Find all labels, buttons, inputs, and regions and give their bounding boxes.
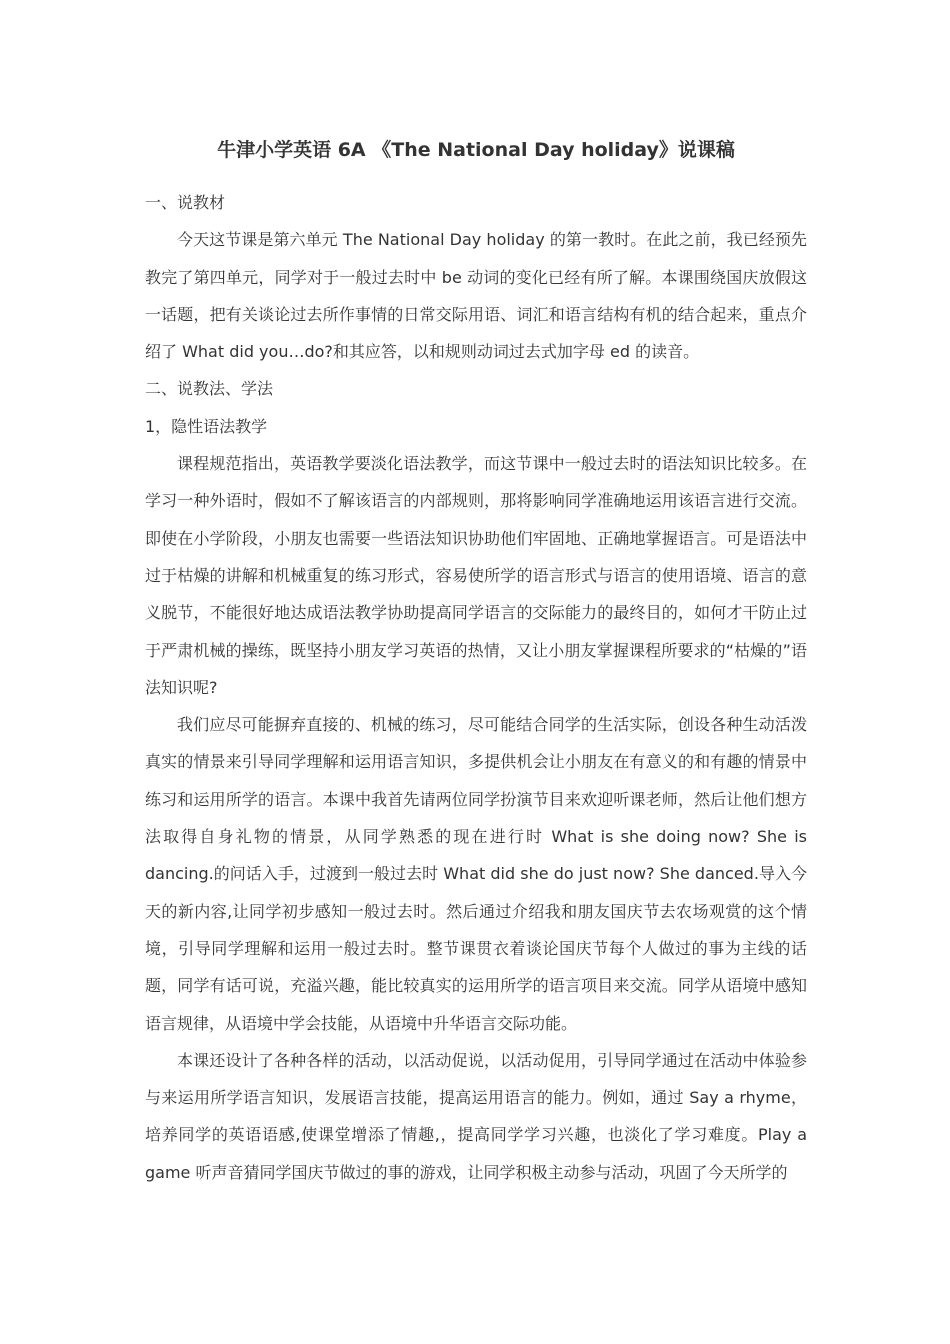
paragraph-situational-teaching: 我们应尽可能摒弃直接的、机械的练习，尽可能结合同学的生活实际，创设各种生动活泼真实的情景来引导同学理解和运用语言知识，多提供机会让小朋友在有意义的和有趣的情景中练习和运用所学的语言。本课中我首先请两位同学扮演节目来欢迎听课老师，然后让他们想方法取得自身礼物的情景，从同学熟悉的现在进行时 What is she doing now? She is dancing.的问话入手，过渡到一般过去时 What did she do just now? She danced.导入今天的新内容,让同学初步感知一般过去时。然后通过介绍我和朋友国庆节去农场观赏的这个情境，引导同学理解和运用一般过去时。整节课贯衣着谈论国庆节每个人做过的事为主线的话题，同学有话可说，充溢兴趣，能比较真实的运用所学的语言项目来交流。同学从语境中感知语言规律，从语境中学会技能，从语境中升华语言交际功能。 xyxy=(145,715,807,1033)
paragraph-activities: 本课还设计了各种各样的活动，以活动促说，以活动促用，引导同学通过在活动中体验参与来运用所学语言知识，发展语言技能，提高运用语言的能力。例如，通过 Say a rhyme，培养同学的英语语感,使课堂增添了情趣,，提高同学学习兴趣，也淡化了学习难度。Play a game 听声音猜同学国庆节做过的事的游戏，让同学积极主动参与活动，巩固了今天所学的 xyxy=(145,1050,807,1182)
paragraph-teaching-material: 今天这节课是第六单元 The National Day holiday 的第一教时。在此之前，我已经预先教完了第四单元，同学对于一般过去时中 be 动词的变化已经有所了解。本课围绕国庆放假这一话题，把有关谈论过去所作事情的日常交际用语、词汇和语言结构有机的结合起来，重点介绍了 What did you…do?和其应答，以和规则动词过去式加字母 ed 的读音。 xyxy=(145,230,807,362)
section-heading-teaching-material: 一、说教材 xyxy=(145,193,226,212)
paragraph-grammar-teaching: 课程规范指出，英语教学要淡化语法教学，而这节课中一般过去时的语法知识比较多。在学习一种外语时，假如不了解该语言的内部规则，那将影响同学准确地运用该语言进行交流。即使在小学阶段，小朋友也需要一些语法知识协助他们牢固地、正确地掌握语言。可是语法中过于枯燥的讲解和机械重复的练习形式，容易使所学的语言形式与语言的使用语境、语言的意义脱节，不能很好地达成语法教学协助提高同学语言的交际能力的最终目的，如何才干防止过于严肃机械的操练，既坚持小朋友学习英语的热情，又让小朋友掌握课程所要求的“枯燥的”语法知识呢? xyxy=(145,454,807,697)
subsection-heading-implicit-grammar: 1，隐性语法教学 xyxy=(145,416,268,436)
document-title: 牛津小学英语 6A 《The National Day holiday》说课稿 xyxy=(217,139,735,161)
section-heading-teaching-method: 二、说教法、学法 xyxy=(145,379,274,399)
document-page xyxy=(145,128,807,1191)
